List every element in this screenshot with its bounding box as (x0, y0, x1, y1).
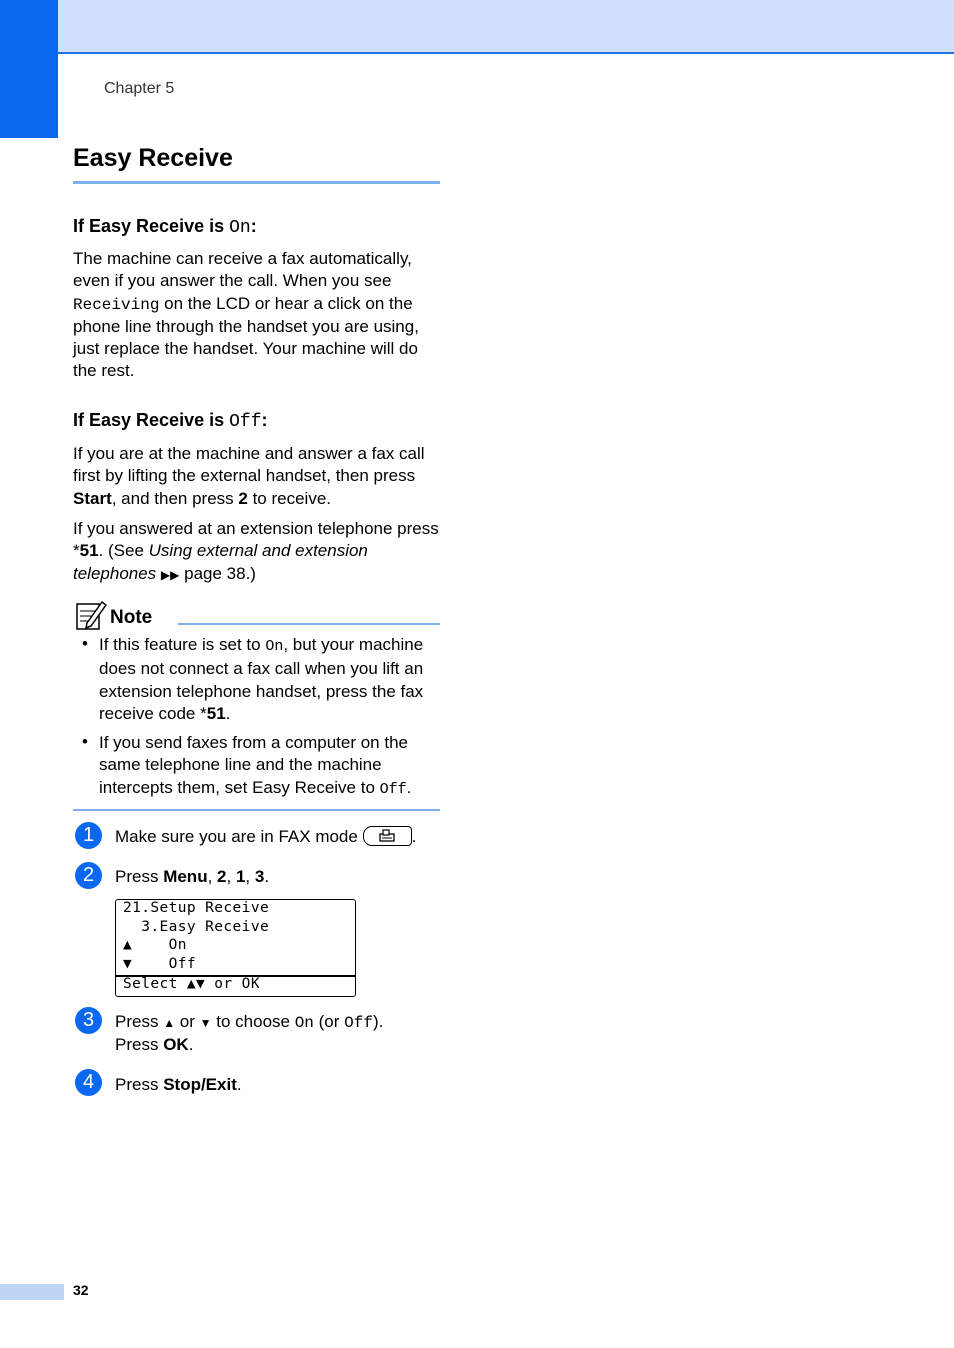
lcd-line-2: 3.Easy Receive (123, 919, 270, 935)
step-2-text: Press Menu, 2, 1, 3. (115, 867, 270, 886)
lcd-line-1: 21.Setup Receive (123, 900, 270, 916)
note-item-2: If you send faxes from a computer on the same telephone line and the machine intercepts them, set Easy Receive to Off. (99, 733, 412, 798)
bullet-icon: • (82, 732, 88, 751)
note-divider (178, 623, 440, 625)
bullet-icon: • (82, 634, 88, 653)
step-1-text: Make sure you are in FAX mode . (115, 827, 417, 846)
cross-reference-link: Using external and extension telephones (73, 541, 368, 583)
paragraph-answer-fax: If you are at the machine and answer a fax call first by lifting the external handset, then press Start, and then press 2 to receive. (73, 444, 425, 508)
step-number-badge: 1 (75, 822, 102, 849)
double-arrow-icon: ▶▶ (160, 567, 180, 582)
page-number-band (0, 1284, 64, 1300)
step-number-badge: 2 (75, 862, 102, 889)
note-divider-bottom (73, 809, 440, 811)
heading-easy-receive-on: If Easy Receive is On: (73, 216, 257, 238)
title-underline (73, 181, 440, 184)
paragraph-extension: If you answered at an extension telephone press *51. (See Using external and extension telephones ▶▶ page 38.) (73, 519, 439, 583)
lcd-footer: Select ▲▼ or OK (123, 976, 260, 992)
heading-easy-receive-off: If Easy Receive is Off: (73, 410, 268, 432)
chapter-tab-marker (0, 0, 58, 138)
lcd-line-4: ▼ Off (123, 956, 197, 972)
lcd-screen (115, 899, 356, 997)
step-number-badge: 3 (75, 1007, 102, 1034)
fax-icon (379, 829, 395, 842)
note-pencil-icon (75, 599, 107, 631)
page-number: 32 (73, 1282, 89, 1298)
note-item-1: If this feature is set to On, but your machine does not connect a fax call when you lift an extension telephone handset, press the fax receive code *51. (99, 635, 424, 723)
step-number-badge: 4 (75, 1069, 102, 1096)
fax-mode-key (363, 826, 412, 846)
section-title: Easy Receive (73, 144, 233, 172)
lcd-line-3: ▲ On (123, 937, 187, 953)
chapter-label: Chapter 5 (104, 80, 175, 97)
note-label: Note (110, 607, 153, 628)
step-4-text: Press Stop/Exit. (115, 1075, 242, 1094)
down-arrow-icon: ▼ (199, 1016, 212, 1030)
header-band (0, 0, 954, 54)
step-3-text: Press ▲ or ▼ to choose On (or Off). Press OK. (115, 1012, 384, 1055)
paragraph-easy-receive-on: The machine can receive a fax automatically, even if you answer the call. When you see Receiving on the LCD or hear a click on the phone line through the handset you are using, just replace the handset. Your machine will do the rest. (73, 249, 419, 381)
up-arrow-icon: ▲ (163, 1016, 176, 1030)
